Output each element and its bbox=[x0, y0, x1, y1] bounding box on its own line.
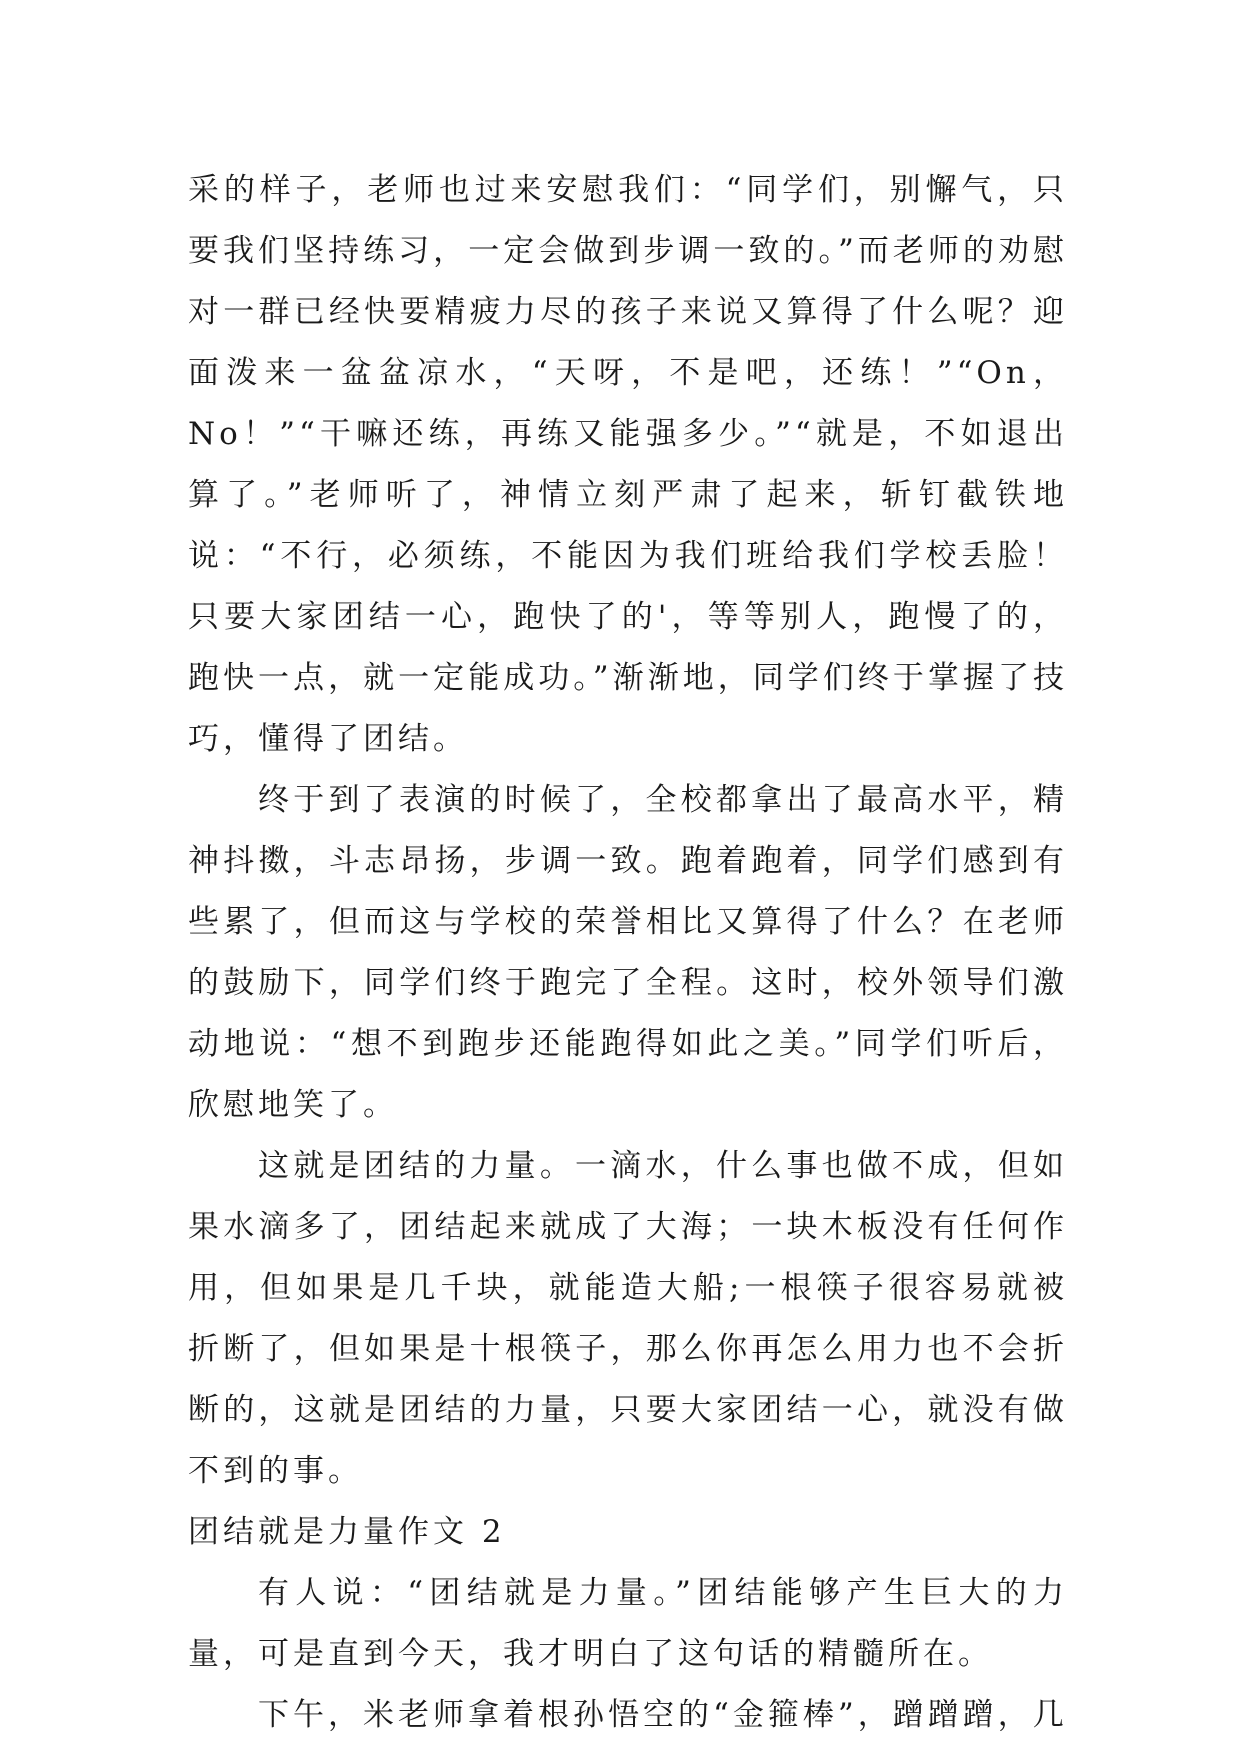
paragraph-1: 采的样子，老师也过来安慰我们：“同学们，别懈气，只要我们坚持练习，一定会做到步调一致的。”而老师的劝慰对一群已经快要精疲力尽的孩子来说又算得了什么呢？迎面泼来一盆盆凉水，“天呀，不是吧，还练！”“On，No！”“干嘛还练，再练又能强多少。”“就是，不如退出算了。”老师听了，神情立刻严肃了起来，斩钉截铁地说：“不行，必须练，不能因为我们班给我们学校丢脸！只要大家团结一心，跑快了的'，等等别人，跑慢了的，跑快一点，就一定能成功。”渐渐地，同学们终于掌握了技巧，懂得了团结。 bbox=[188, 172, 1068, 757]
paragraph-3: 这就是团结的力量。一滴水，什么事也做不成，但如果水滴多了，团结起来就成了大海；一块木板没有任何作用，但如果是几千块，就能造大船;一根筷子很容易就被折断了，但如果是十根筷子，那么你再怎么用力也不会折断的，这就是团结的力量，只要大家团结一心，就没有做不到的事。 bbox=[188, 1148, 1068, 1489]
paragraph-4: 有人说：“团结就是力量。”团结能够产生巨大的力量，可是直到今天，我才明白了这句话的精髓所在。 bbox=[188, 1575, 1068, 1672]
section-title: 团结就是力量作文 2 bbox=[188, 1514, 506, 1550]
paragraph-2: 终于到了表演的时候了，全校都拿出了最高水平，精神抖擞，斗志昂扬，步调一致。跑着跑着，同学们感到有些累了，但而这与学校的荣誉相比又算得了什么？在老师的鼓励下，同学们终于跑完了全程。这时，校外领导们激动地说：“想不到跑步还能跑得如此之美。”同学们听后，欣慰地笑了。 bbox=[188, 782, 1068, 1123]
document-body bbox=[188, 160, 1068, 1746]
paragraph-5: 下午，米老师拿着根孙悟空的“金箍棒”，蹭蹭蹭，几 bbox=[258, 1697, 1068, 1733]
